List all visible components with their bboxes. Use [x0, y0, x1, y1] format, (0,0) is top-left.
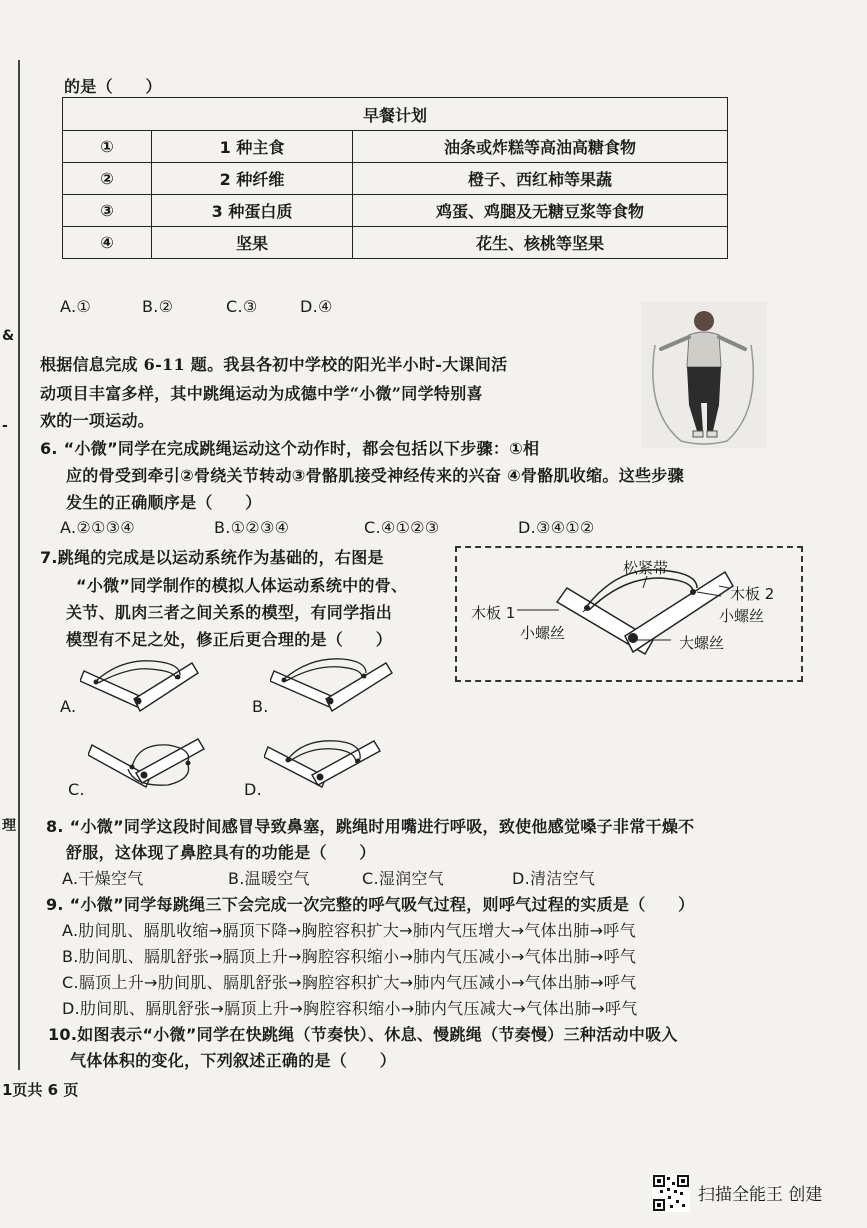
jump-rope-girl-image	[641, 301, 767, 448]
q10-line-2: 气体体积的变化，下列叙述正确的是（ ）	[70, 1051, 397, 1070]
q6-line-1: 6. “小微”同学在完成跳绳运动这个动作时，都会包括以下步骤：①相	[40, 439, 540, 458]
label-big-screw: 大螺丝	[679, 634, 725, 652]
q6-option-b[interactable]: B.①②③④	[214, 518, 290, 537]
label-small-screw-right: 小螺丝	[719, 607, 765, 625]
q8-line-2: 舒服，这体现了鼻腔具有的功能是（ ）	[66, 843, 376, 862]
table-title: 早餐计划	[63, 98, 728, 131]
info-line-3: 欢的一项运动。	[40, 411, 155, 430]
table-row: ① 1 种主食 油条或炸糕等高油高糖食物	[63, 131, 728, 163]
q8-option-d[interactable]: D.清洁空气	[512, 869, 596, 888]
q7-option-a-label[interactable]: A.	[60, 697, 77, 716]
breakfast-plan-table	[62, 97, 728, 259]
q6-option-c[interactable]: C.④①②③	[364, 518, 440, 537]
q7-line-2: “小微”同学制作的模拟人体运动系统中的骨、	[76, 576, 408, 595]
q7-line-4: 模型有不足之处，修正后更合理的是（ ）	[66, 630, 393, 649]
q8-option-b[interactable]: B.温暖空气	[228, 869, 310, 888]
q6-line-3: 发生的正确顺序是（ ）	[66, 493, 262, 512]
table-row: ③ 3 种蛋白质 鸡蛋、鸡腿及无糖豆浆等食物	[63, 195, 728, 227]
q7-line-1: 7.跳绳的完成是以运动系统作为基础的，右图是	[40, 548, 384, 567]
label-board-1: 木板 1	[471, 604, 516, 622]
info-line-1: 根据信息完成 6-11 题。我县各初中学校的阳光半小时-大课间活	[40, 355, 508, 374]
model-diagram-box	[455, 546, 803, 682]
page-left-border	[18, 60, 20, 1070]
q9-stem: 9. “小微”同学每跳绳三下会完成一次完整的呼气吸气过程，则呼气过程的实质是（ ）	[46, 895, 695, 914]
q5-stem-tail: 的是（ ）	[64, 77, 162, 96]
scanner-watermark: 扫描全能王 创建	[698, 1185, 823, 1205]
margin-mark: -	[2, 418, 8, 434]
page-number: 1页共 6 页	[2, 1081, 79, 1099]
q8-option-c[interactable]: C.湿润空气	[362, 869, 445, 888]
q7-option-a-figure[interactable]	[80, 655, 200, 715]
q5-option-b[interactable]: B.②	[142, 297, 174, 316]
q7-option-b-figure[interactable]	[270, 655, 394, 715]
q6-line-2: 应的骨受到牵引②骨绕关节转动③骨骼肌接受神经传来的兴奋 ④骨骼肌收缩。这些步骤	[66, 466, 684, 485]
info-line-2: 动项目丰富多样，其中跳绳运动为成德中学“小微”同学特别喜	[40, 384, 483, 403]
table-row: ② 2 种纤维 橙子、西红柿等果蔬	[63, 163, 728, 195]
q9-option-d[interactable]: D.肋间肌、膈肌舒张→膈顶上升→胸腔容积缩小→肺内气压减大→气体出肺→呼气	[62, 999, 638, 1018]
q8-option-a[interactable]: A.干燥空气	[62, 869, 144, 888]
q10-line-1: 10.如图表示“小微”同学在快跳绳（节奏快）、休息、慢跳绳（节奏慢）三种活动中吸入	[48, 1025, 678, 1044]
q7-option-c-figure[interactable]	[88, 735, 208, 797]
q7-line-3: 关节、肌肉三者之间关系的模型，有同学指出	[66, 603, 393, 622]
qr-code-icon	[652, 1174, 690, 1212]
margin-mark: &	[2, 328, 15, 344]
label-band: 松紧带	[623, 559, 669, 577]
q7-option-b-label[interactable]: B.	[252, 697, 269, 716]
q5-option-d[interactable]: D.④	[300, 297, 333, 316]
q9-option-b[interactable]: B.肋间肌、膈肌舒张→膈顶上升→胸腔容积缩小→肺内气压减小→气体出肺→呼气	[62, 947, 637, 966]
table-row: ④ 坚果 花生、核桃等坚果	[63, 227, 728, 259]
q5-option-c[interactable]: C.③	[226, 297, 258, 316]
q9-option-c[interactable]: C.膈顶上升→肋间肌、膈肌舒张→胸腔容积扩大→肺内气压减小→气体出肺→呼气	[62, 973, 637, 992]
q8-line-1: 8. “小微”同学这段时间感冒导致鼻塞，跳绳时用嘴进行呼吸，致使他感觉嗓子非常干燥不	[46, 817, 695, 836]
margin-mark: 理	[2, 818, 16, 834]
q9-option-a[interactable]: A.肋间肌、膈肌收缩→膈顶下降→胸腔容积扩大→肺内气压增大→气体出肺→呼气	[62, 921, 636, 940]
q6-option-a[interactable]: A.②①③④	[60, 518, 135, 537]
q7-option-c-label[interactable]: C.	[68, 780, 85, 799]
q7-option-d-label[interactable]: D.	[244, 780, 263, 799]
q7-option-d-figure[interactable]	[264, 735, 384, 797]
q5-option-a[interactable]: A.①	[60, 297, 91, 316]
q6-option-d[interactable]: D.③④①②	[518, 518, 595, 537]
label-small-screw-left: 小螺丝	[520, 624, 566, 642]
label-board-2: 木板 2	[730, 585, 775, 603]
